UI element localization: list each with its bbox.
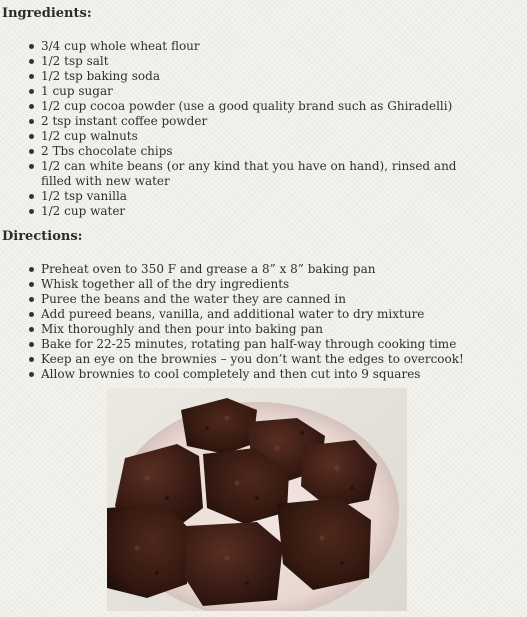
list-item — [0, 322, 527, 337]
list-item — [0, 262, 527, 277]
list-item-text: 1/2 tsp salt — [41, 54, 109, 68]
list-item — [0, 69, 527, 84]
list-item-text: 2 tsp instant coffee powder — [41, 114, 208, 128]
list-item-text: Preheat oven to 350 F and grease a 8” x 8” baking pan — [41, 262, 376, 276]
ingredients-section — [0, 6, 527, 219]
list-item — [0, 189, 527, 204]
directions-heading: Directions: — [2, 229, 83, 244]
list-item — [0, 352, 527, 367]
list-item — [0, 159, 527, 189]
bullet-icon — [29, 134, 34, 139]
bullet-icon — [29, 119, 34, 124]
list-item-text: 1/2 tsp baking soda — [41, 69, 160, 83]
list-item-text: Mix thoroughly and then pour into baking pan — [41, 322, 323, 336]
ingredients-list — [0, 39, 527, 219]
list-item-text: 1/2 cup cocoa powder (use a good quality brand such as Ghiradelli) — [41, 99, 453, 113]
list-item — [0, 84, 527, 99]
list-item — [0, 292, 527, 307]
list-item-text: 2 Tbs chocolate chips — [41, 144, 173, 158]
bullet-icon — [29, 297, 34, 302]
bullet-icon — [29, 357, 34, 362]
list-item — [0, 367, 527, 382]
brownies-image — [107, 388, 407, 611]
bullet-icon — [29, 312, 34, 317]
list-item — [0, 114, 527, 129]
bullet-icon — [29, 164, 34, 169]
bullet-icon — [29, 194, 34, 199]
bullet-icon — [29, 44, 34, 49]
directions-list — [0, 262, 527, 382]
list-item — [0, 39, 527, 54]
list-item-text: 1/2 cup walnuts — [41, 129, 138, 143]
ingredients-heading: Ingredients: — [2, 6, 92, 21]
bullet-icon — [29, 59, 34, 64]
list-item — [0, 204, 527, 219]
bullet-icon — [29, 282, 34, 287]
bullet-icon — [29, 209, 34, 214]
bullet-icon — [29, 104, 34, 109]
list-item-text: Add pureed beans, vanilla, and additional water to dry mixture — [41, 307, 425, 321]
list-item-text: Bake for 22-25 minutes, rotating pan half-way through cooking time — [41, 337, 457, 351]
bullet-icon — [29, 74, 34, 79]
list-item-text: 1/2 cup water — [41, 204, 126, 218]
bullet-icon — [29, 89, 34, 94]
brownies-photo — [107, 388, 407, 611]
list-item — [0, 337, 527, 352]
list-item-text: 1/2 tsp vanilla — [41, 189, 127, 203]
bullet-icon — [29, 267, 34, 272]
list-item — [0, 277, 527, 292]
list-item-text: Allow brownies to cool completely and then cut into 9 squares — [41, 367, 421, 381]
list-item-text: 1/2 can white beans (or any kind that you have on hand), rinsed and filled with new water — [41, 159, 457, 188]
list-item — [0, 144, 527, 159]
bullet-icon — [29, 372, 34, 377]
list-item-text: Keep an eye on the brownies – you don’t want the edges to overcook! — [41, 352, 464, 366]
list-item-text: Whisk together all of the dry ingredients — [41, 277, 290, 291]
list-item — [0, 99, 527, 114]
bullet-icon — [29, 342, 34, 347]
directions-section — [0, 229, 527, 382]
list-item — [0, 307, 527, 322]
list-item-text: 3/4 cup whole wheat flour — [41, 39, 200, 53]
list-item — [0, 129, 527, 144]
bullet-icon — [29, 149, 34, 154]
brownie-piece — [185, 522, 283, 606]
bullet-icon — [29, 327, 34, 332]
list-item — [0, 54, 527, 69]
list-item-text: 1 cup sugar — [41, 84, 113, 98]
list-item-text: Puree the beans and the water they are canned in — [41, 292, 346, 306]
